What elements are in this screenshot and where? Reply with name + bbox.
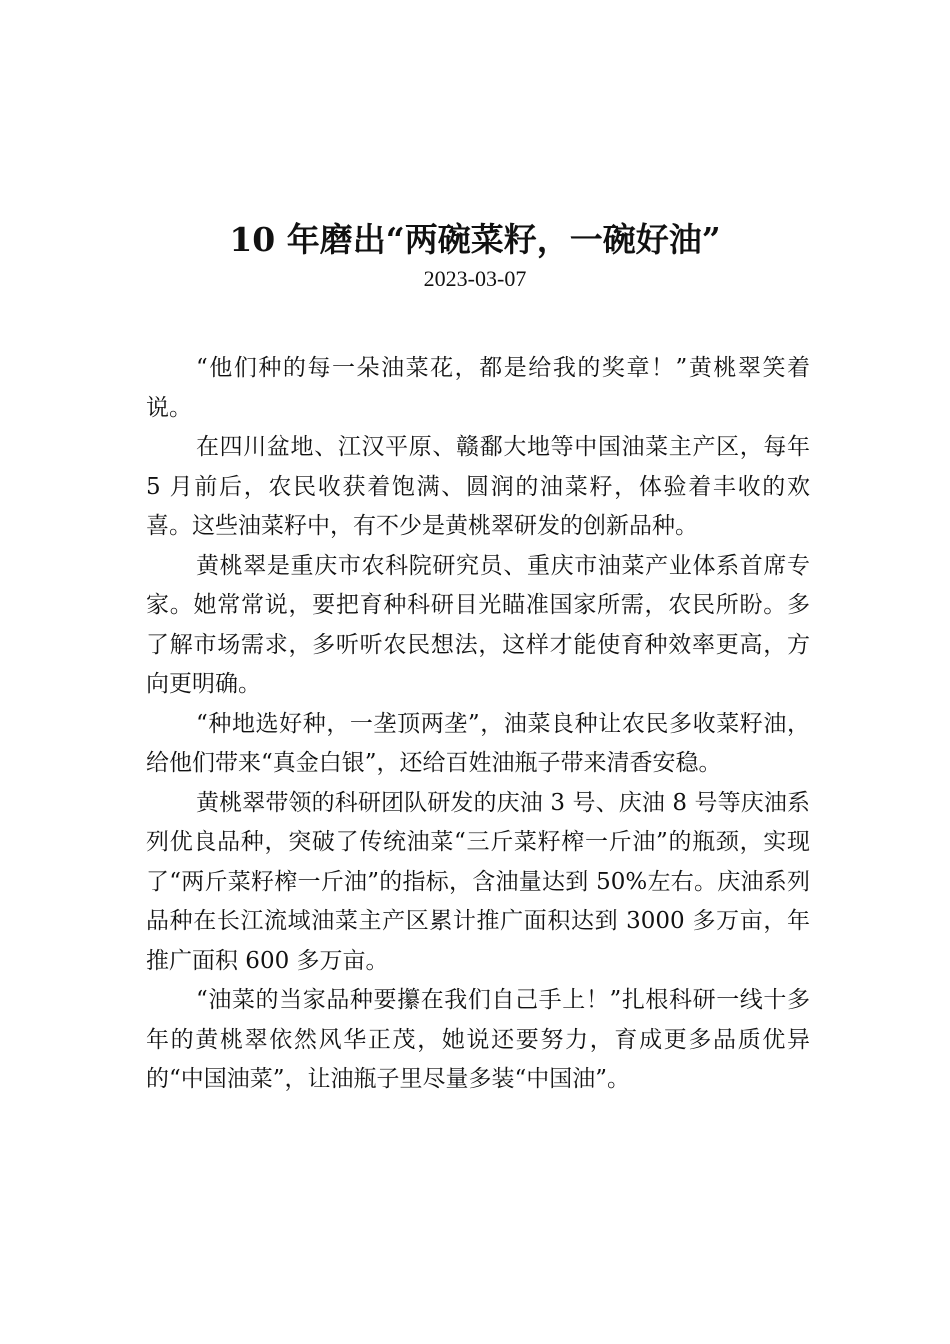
article-title: 10 年磨出“两碗菜籽，一碗好油” [229, 220, 721, 260]
paragraph-6: “油菜的当家品种要攥在我们自己手上！”扎根科研一线十多年的黄桃翠依然风华正茂，她说还要努力，育成更多品质优异的“中国油菜”，让油瓶子里尽量多装“中国油”。 [146, 987, 810, 1092]
paragraph-4: “种地选好种，一垄顶两垄”，油菜良种让农民多收菜籽油，给他们带来“真金白银”，还给百姓油瓶子带来清香安稳。 [146, 710, 810, 776]
paragraph-5: 黄桃翠带领的科研团队研发的庆油 3 号、庆油 8 号等庆油系列优良品种，突破了传统油菜“三斤菜籽榨一斤油”的瓶颈，实现了“两斤菜籽榨一斤油”的指标，含油量达到 50%左右。庆油系列品种在长江流域油菜主产区累计推广面积达到 3000 多万亩，年推广面积 600 多万亩。 [146, 789, 810, 974]
paragraph-1: “他们种的每一朵油菜花，都是给我的奖章！”黄桃翠笑着说。 [146, 355, 810, 421]
paragraph-3: 黄桃翠是重庆市农科院研究员、重庆市油菜产业体系首席专家。她常常说，要把育种科研目光瞄准国家所需，农民所盼。多了解市场需求，多听听农民想法，这样才能使育种效率更高，方向更明确。 [146, 552, 810, 697]
article-date: 2023-03-07 [423, 266, 527, 291]
paragraph-2: 在四川盆地、江汉平原、赣鄱大地等中国油菜主产区，每年 5 月前后，农民收获着饱满、圆润的油菜籽，体验着丰收的欢喜。这些油菜籽中，有不少是黄桃翠研发的创新品种。 [146, 434, 810, 539]
article-body [146, 349, 810, 1100]
